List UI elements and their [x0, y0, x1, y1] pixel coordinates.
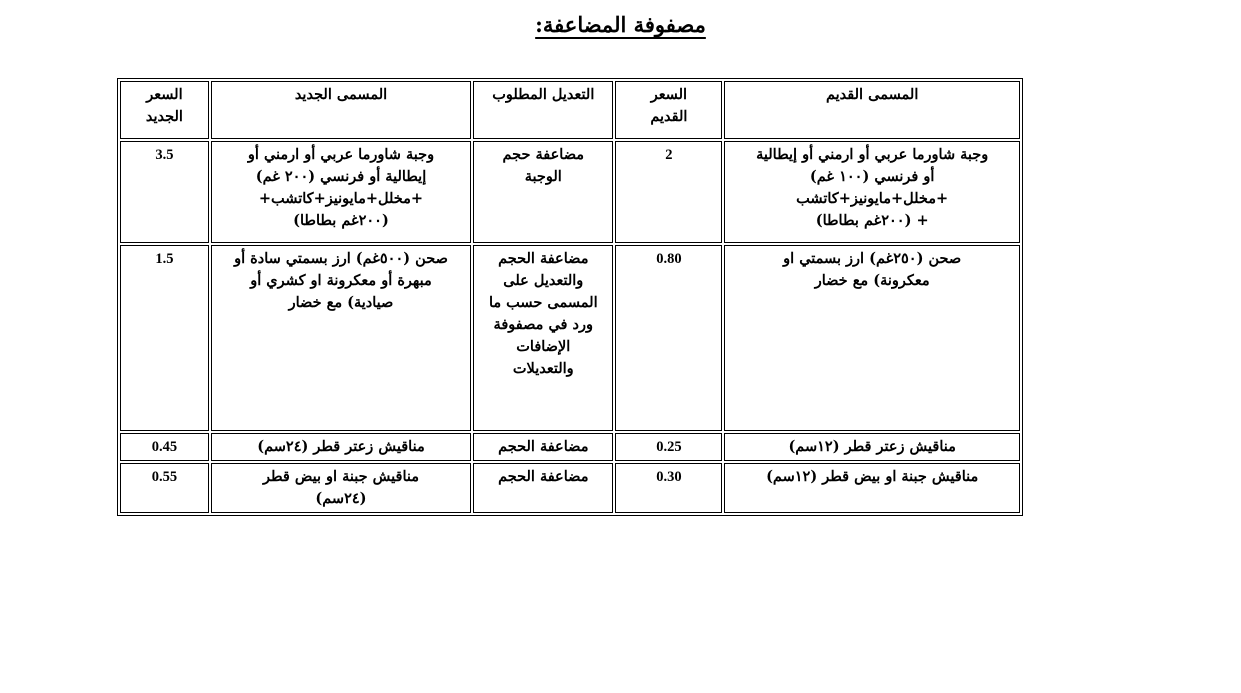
header-new-price: السعر الجديد	[120, 81, 209, 139]
old-name-cell: وجبة شاورما عربي أو ارمني أو إيطالية أو فرنسي (١٠٠ غم) +مخلل+مايونيز+كاتشب + (٢٠٠غم بطاطا)	[724, 141, 1020, 243]
new-price-cell: 0.55	[120, 463, 209, 513]
old-price-cell: 0.25	[615, 433, 722, 461]
page-title: مصفوفة المضاعفة:	[535, 12, 706, 37]
new-name-cell: مناقيش جبنة او بيض قطر (٢٤سم)	[211, 463, 471, 513]
table-row	[120, 245, 1020, 431]
new-name-cell: مناقيش زعتر قطر (٢٤سم)	[211, 433, 471, 461]
modification-cell: مضاعفة الحجم والتعديل على المسمى حسب ما ورد في مصفوفة الإضافات والتعديلات	[473, 245, 613, 431]
modification-cell: مضاعفة حجم الوجبة	[473, 141, 613, 243]
new-price-cell: 3.5	[120, 141, 209, 243]
header-row	[120, 81, 1020, 139]
new-price-cell: 0.45	[120, 433, 209, 461]
header-new-name: المسمى الجديد	[211, 81, 471, 139]
old-name-cell: صحن (٢٥٠غم) ارز بسمتي او معكرونة) مع خضار	[724, 245, 1020, 431]
header-modification: التعديل المطلوب	[473, 81, 613, 139]
new-price-cell: 1.5	[120, 245, 209, 431]
new-name-cell: صحن (٥٠٠غم) ارز بسمتي سادة أو مبهرة أو معكرونة او كشري أو صيادية) مع خضار	[211, 245, 471, 431]
table-row	[120, 433, 1020, 461]
header-old-name: المسمى القديم	[724, 81, 1020, 139]
old-price-cell: 0.80	[615, 245, 722, 431]
header-old-price: السعر القديم	[615, 81, 722, 139]
doubling-matrix-table	[117, 78, 1023, 516]
table-row	[120, 141, 1020, 243]
table-row	[120, 463, 1020, 513]
old-name-cell: مناقيش جبنة او بيض قطر (١٢سم)	[724, 463, 1020, 513]
old-price-cell: 0.30	[615, 463, 722, 513]
new-name-cell: وجبة شاورما عربي أو ارمني أو إيطالية أو فرنسي (٢٠٠ غم) +مخلل+مايونيز+كاتشب+ (٢٠٠غم بطاطا)	[211, 141, 471, 243]
modification-cell: مضاعفة الحجم	[473, 463, 613, 513]
old-price-cell: 2	[615, 141, 722, 243]
modification-cell: مضاعفة الحجم	[473, 433, 613, 461]
old-name-cell: مناقيش زعتر قطر (١٢سم)	[724, 433, 1020, 461]
